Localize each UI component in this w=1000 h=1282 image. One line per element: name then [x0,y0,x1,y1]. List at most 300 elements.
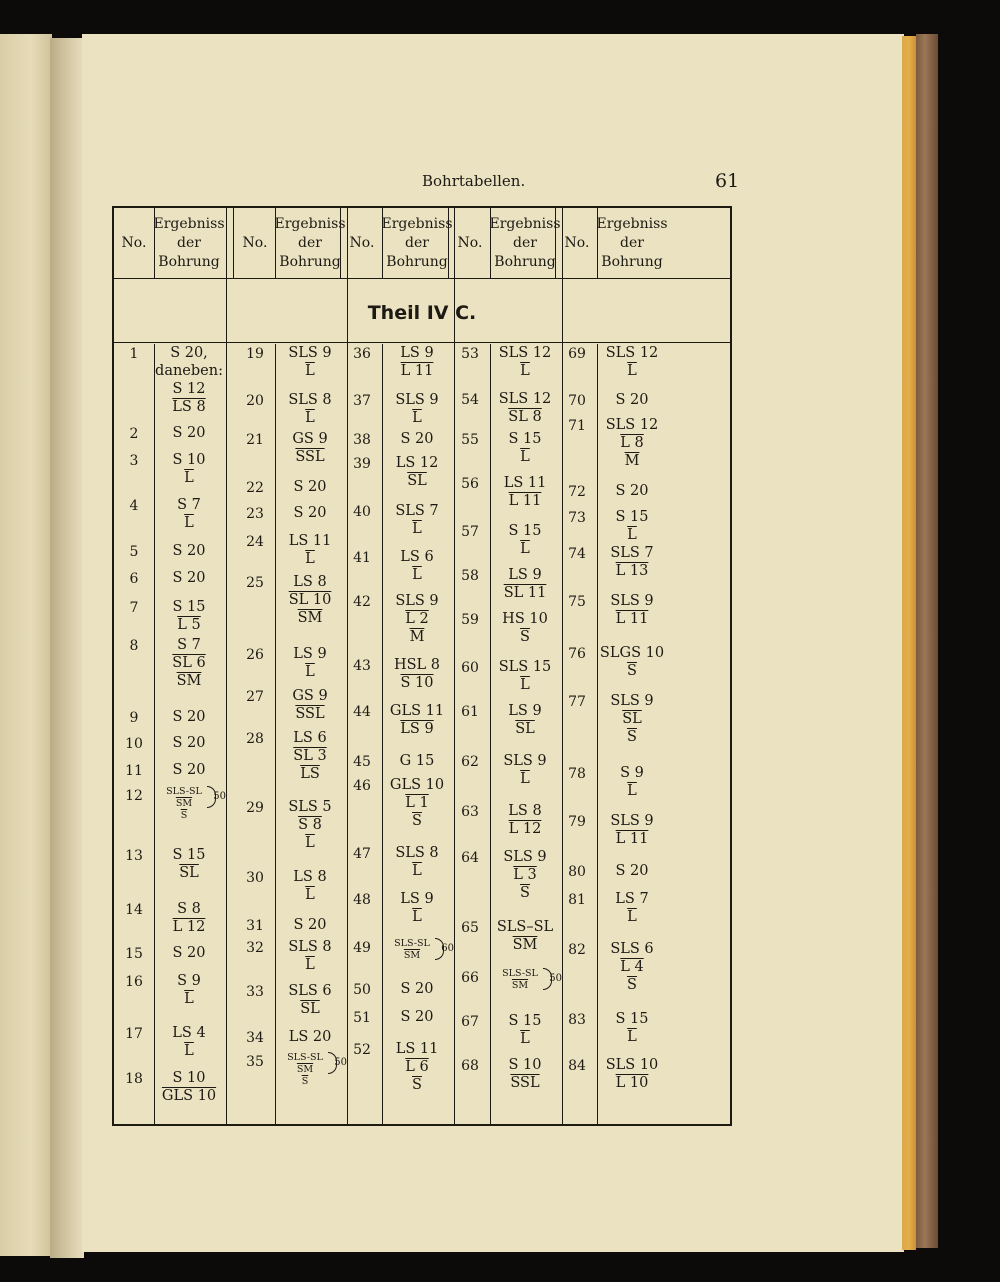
entry-result [154,569,224,587]
entry-result [275,868,345,904]
column-rule [448,208,449,278]
result-line: S 20, [170,345,208,361]
entry-number: 62 [461,754,479,770]
result-line: SLS 9 [288,345,332,361]
result-line: S 20 [172,425,206,441]
entry-result [275,504,345,522]
entry-number: 31 [246,918,264,934]
result-line: L 11 [508,493,542,509]
header-result-line: Ergebniss [381,215,453,232]
entry-number: 39 [353,456,371,472]
result-line: $\overline{L}$ [184,470,194,486]
result-line: $\overline{L}$ [305,363,315,379]
entry-number: 61 [461,704,479,720]
entry-result [275,391,345,427]
result-line: SLS 9 [610,593,654,609]
result-line: LS 9 [400,721,434,737]
result-line: $\overline{SM}$ [296,1064,314,1075]
result-line: $\overline{L}$ [412,567,422,583]
header-result-line: Bohrung [386,253,448,270]
result-line: S 20 [172,762,206,778]
result-line: SL 3 [293,748,327,764]
result-line: S 20 [400,1009,434,1025]
header-result-line: Bohrung [601,253,663,270]
entry-number: 19 [246,346,264,362]
result-line: $\overline{SM}$ [512,937,538,953]
result-line: $\overline{L}$ [305,410,315,426]
result-line: S 20 [172,709,206,725]
result-line: S 15 [172,599,206,615]
result-line: SLS 12 [605,417,659,433]
entry-result [597,764,667,800]
entry-number: 54 [461,392,479,408]
result-line: $\overline{L}$ [305,664,315,680]
result-line: $\overline{S}$ [627,977,637,993]
entry-result [275,982,345,1018]
entry-number: 77 [568,694,586,710]
result-line: $\overline{M}$ [409,629,425,645]
result-line: daneben: [155,363,223,379]
header-result-line: Ergebniss [153,215,225,232]
result-line: $\overline{SL}$ [179,865,199,881]
entry-number: 79 [568,814,586,830]
result-line: $\overline{L}$ [627,783,637,799]
brace-total: 50 [334,1057,347,1068]
result-line: $\overline{S}$ [520,629,530,645]
result-line: L 11 [400,363,434,379]
entry-number: 81 [568,892,586,908]
entry-result [382,938,452,962]
entry-result [597,508,667,544]
result-line: SLS 8 [288,392,332,408]
entry-result [382,548,452,584]
entry-number: 16 [125,974,143,990]
result-line: SLS 15 [498,659,552,675]
result-line: HS 10 [502,611,548,627]
entry-result [154,496,224,532]
header-result-line: Bohrung [494,253,556,270]
result-line: $\overline{L}$ [520,771,530,787]
column-rule [382,208,383,278]
result-line: L 5 [177,617,201,633]
entry-number: 10 [125,736,143,752]
entry-number: 82 [568,942,586,958]
result-line: SLS 7 [610,545,654,561]
result-line: SL 11 [503,585,547,601]
entry-result [154,636,224,690]
entry-number: 11 [125,763,143,779]
result-line: LS 7 [615,891,649,907]
entry-number: 63 [461,804,479,820]
column-rule [597,208,598,278]
entry-result [154,451,224,487]
result-line: S 7 [177,637,201,653]
column-rule [154,208,155,278]
header-result [275,208,345,278]
entry-number: 59 [461,612,479,628]
entry-result [154,944,224,962]
result-line: SLS 5 [288,799,332,815]
result-line: $\overline{L}$ [412,521,422,537]
entry-number: 52 [353,1042,371,1058]
column-rule [275,208,276,278]
left-page-edge [0,34,52,1256]
entry-result [597,1010,667,1046]
entry-result [382,776,452,830]
result-line: $\overline{L}$ [627,909,637,925]
entry-result [597,344,667,380]
entry-result [382,752,452,770]
result-line: SLGS 10 [599,645,665,661]
entry-number: 20 [246,393,264,409]
book-gutter [50,38,84,1258]
result-line: L 12 [172,919,206,935]
entry-number: 73 [568,510,586,526]
entry-result [154,1024,224,1060]
entry-number: 28 [246,731,264,747]
result-line: SLS 12 [498,391,552,407]
result-line: LS 8 [293,869,327,885]
entry-result [490,802,560,838]
entry-number: 23 [246,506,264,522]
result-line: LS 8 [293,574,327,590]
header-no: No. [121,234,147,251]
result-line: $\overline{L}$ [520,541,530,557]
header-result-line: Bohrung [279,253,341,270]
result-line: LS 6 [293,730,327,746]
entry-number: 56 [461,476,479,492]
result-line: SLS 9 [503,849,547,865]
result-line: SLS 8 [395,845,439,861]
entry-number: 3 [129,453,139,469]
header-result-line: der [513,234,537,251]
result-line: SLS-SL [502,968,538,979]
brace-total: 50 [549,973,562,984]
result-line: $\overline{S}$ [301,1076,309,1087]
entry-number: 67 [461,1014,479,1030]
entry-number: 80 [568,864,586,880]
entry-result [382,454,452,490]
entry-number: 5 [129,544,139,560]
header-no: No. [349,234,375,251]
entry-result [382,1040,452,1094]
column-rule [555,208,556,278]
result-line: $\overline{S}$ [412,1077,422,1093]
result-line: LS 8 [508,803,542,819]
entry-number: 25 [246,575,264,591]
entry-result [597,940,667,994]
entry-result [490,1012,560,1048]
result-line: GLS 10 [389,777,445,793]
result-line: L 2 [405,611,429,627]
result-line: $\overline{L}$ [520,449,530,465]
result-line: L 11 [615,831,649,847]
entry-result [154,846,224,882]
entry-result [597,692,667,746]
result-line: SLS 9 [395,593,439,609]
entry-result [597,544,667,580]
entry-result [275,344,345,380]
entry-number: 41 [353,550,371,566]
result-line: $\overline{L}$ [412,909,422,925]
entry-number: 9 [129,710,139,726]
table-body [114,344,730,1124]
entry-number: 72 [568,484,586,500]
entry-number: 33 [246,984,264,1000]
result-line: $\overline{SM}$ [175,798,193,809]
result-line: SLS 12 [605,345,659,361]
result-line: L 10 [615,1075,649,1091]
result-line: $\overline{S}$ [520,885,530,901]
result-line: LS 9 [400,891,434,907]
result-line: SLS–SL [496,919,554,935]
result-line: SLS 8 [288,939,332,955]
result-line: L 1 [405,795,429,811]
entry-number: 64 [461,850,479,866]
result-line: S 12 [172,381,206,397]
result-line: $\overline{L}$ [305,887,315,903]
result-line: $\overline{S}$ [627,729,637,745]
column-rule [233,208,234,278]
header-result-line: Ergebniss [489,215,561,232]
brace-total: 50 [213,791,226,802]
result-line: $\overline{L}$ [305,835,315,851]
running-title: Bohrtabellen. [422,172,526,190]
entry-number: 32 [246,940,264,956]
result-line: SL 6 [172,655,206,671]
entry-number: 14 [125,902,143,918]
result-line: LS 11 [503,475,547,491]
result-line: LS 11 [395,1041,439,1057]
result-line: SLS 7 [395,503,439,519]
entry-number: 26 [246,647,264,663]
entry-result [275,1028,345,1046]
result-line: GLS 10 [161,1088,217,1104]
entry-number: 49 [353,940,371,956]
entry-number: 1 [129,346,139,362]
header-result-line: der [298,234,322,251]
entry-result [490,474,560,510]
result-line: L 11 [615,611,649,627]
entry-result [490,1056,560,1092]
result-line: $\overline{SM}$ [297,610,323,626]
entry-number: 4 [129,498,139,514]
entry-number: 18 [125,1071,143,1087]
entry-number: 42 [353,594,371,610]
entry-result [154,424,224,442]
entry-result [490,702,560,738]
entry-result [382,890,452,926]
header-no: No. [457,234,483,251]
entry-result [154,708,224,726]
entry-result [382,1008,452,1026]
entry-result [275,729,345,783]
result-line: S 8 [177,901,201,917]
result-line: $\overline{L}$ [412,863,422,879]
entry-result [490,658,560,694]
entry-result [490,344,560,380]
entry-result [275,478,345,496]
entry-number: 22 [246,480,264,496]
result-line: LS 9 [508,567,542,583]
entry-number: 35 [246,1054,264,1070]
entry-result [382,592,452,646]
entry-number: 2 [129,426,139,442]
entry-number: 37 [353,393,371,409]
entry-result [154,344,224,416]
entry-number: 50 [353,982,371,998]
entry-number: 21 [246,432,264,448]
entry-result [490,390,560,426]
brace-total: 60 [441,943,454,954]
result-line: S 20 [172,735,206,751]
entry-number: 7 [129,600,139,616]
result-line: SLS 6 [610,941,654,957]
entry-result [597,890,667,926]
result-line: $\overline{L}$ [627,363,637,379]
result-line: SLS 6 [288,983,332,999]
entry-number: 13 [125,848,143,864]
entry-result [382,702,452,738]
header-no: No. [242,234,268,251]
entry-result [275,573,345,627]
header-result [490,208,560,278]
entry-number: 15 [125,946,143,962]
entry-result [490,566,560,602]
entry-number: 45 [353,754,371,770]
header-result-line: Ergebniss [274,215,346,232]
result-line: S 10 [172,452,206,468]
entry-result [382,656,452,692]
entry-number: 8 [129,638,139,654]
entry-number: 69 [568,346,586,362]
result-line: SLS-SL [394,938,430,949]
entry-number: 47 [353,846,371,862]
result-line: S 20 [293,505,327,521]
entry-result [490,918,560,954]
result-line: LS 20 [288,1029,332,1045]
entry-result [154,734,224,752]
result-line: $\overline{SSL}$ [295,706,325,722]
header-result [382,208,452,278]
entry-number: 68 [461,1058,479,1074]
result-line: $\overline{S}$ [412,813,422,829]
result-line: GS 9 [292,431,328,447]
entry-result [275,916,345,934]
entry-number: 30 [246,870,264,886]
result-line: LS 6 [400,549,434,565]
entry-number: 70 [568,393,586,409]
header-result-line: der [177,234,201,251]
entry-result [597,812,667,848]
entry-result [382,844,452,880]
result-line: L 8 [620,435,644,451]
entry-result [382,391,452,427]
result-line: HSL 8 [393,657,441,673]
entry-number: 38 [353,432,371,448]
entry-result [490,610,560,646]
result-line: SLS 9 [610,813,654,829]
page-edge [902,36,916,1250]
entry-result [275,1052,345,1088]
entry-result [154,598,224,634]
result-line: SLS 9 [395,392,439,408]
result-line: LS 12 [395,455,439,471]
result-line: S 15 [615,1011,649,1027]
result-line: SLS 12 [498,345,552,361]
entry-result [597,862,667,880]
result-line: L 13 [615,563,649,579]
entry-number: 76 [568,646,586,662]
result-line: S 20 [293,479,327,495]
running-head [82,172,904,194]
entry-number: 71 [568,418,586,434]
entry-number: 65 [461,920,479,936]
result-line: S 9 [177,973,201,989]
entry-result [490,430,560,466]
result-line: SLS 10 [605,1057,659,1073]
result-line: SLS 9 [503,753,547,769]
result-line: $\overline{SL}$ [622,711,642,727]
result-line: S 10 [508,1057,542,1073]
result-line: L 6 [405,1059,429,1075]
result-line: $\overline{L}$ [520,363,530,379]
result-line: $\overline{SM}$ [511,980,529,991]
result-line: SLS-SL [166,786,202,797]
section-rule [114,342,730,343]
entry-result [154,761,224,779]
entry-result [490,522,560,558]
page-number: 61 [715,170,740,192]
result-line: S 20 [172,570,206,586]
result-line: S 15 [508,431,542,447]
entry-number: 29 [246,800,264,816]
entry-number: 55 [461,432,479,448]
header-result [154,208,224,278]
header-result-line: Bohrung [158,253,220,270]
entry-result [154,900,224,936]
result-line: L 12 [508,821,542,837]
entry-number: 40 [353,504,371,520]
table-header [114,208,730,278]
entry-number: 58 [461,568,479,584]
result-line: $\overline{SL}$ [407,473,427,489]
result-line: $\overline{SL}$ [300,1001,320,1017]
result-line: S 20 [400,981,434,997]
entry-number: 27 [246,689,264,705]
entry-number: 57 [461,524,479,540]
result-line: $\overline{L}$ [305,551,315,567]
result-line: $\overline{L}$ [412,410,422,426]
result-line: SLS-SL [287,1052,323,1063]
result-line: S 8 [298,817,322,833]
book-cover-edge [916,34,938,1248]
entry-number: 17 [125,1026,143,1042]
entry-result [597,644,667,680]
header-result-line: der [620,234,644,251]
result-line: S 9 [620,765,644,781]
entry-result [597,1056,667,1092]
result-line: LS 4 [172,1025,206,1041]
entry-number: 84 [568,1058,586,1074]
result-line: S 15 [508,1013,542,1029]
entry-result [154,786,224,822]
entry-number: 12 [125,788,143,804]
result-line: GLS 11 [389,703,445,719]
header-no: No. [564,234,590,251]
entry-result [490,752,560,788]
result-line: LS 11 [288,533,332,549]
